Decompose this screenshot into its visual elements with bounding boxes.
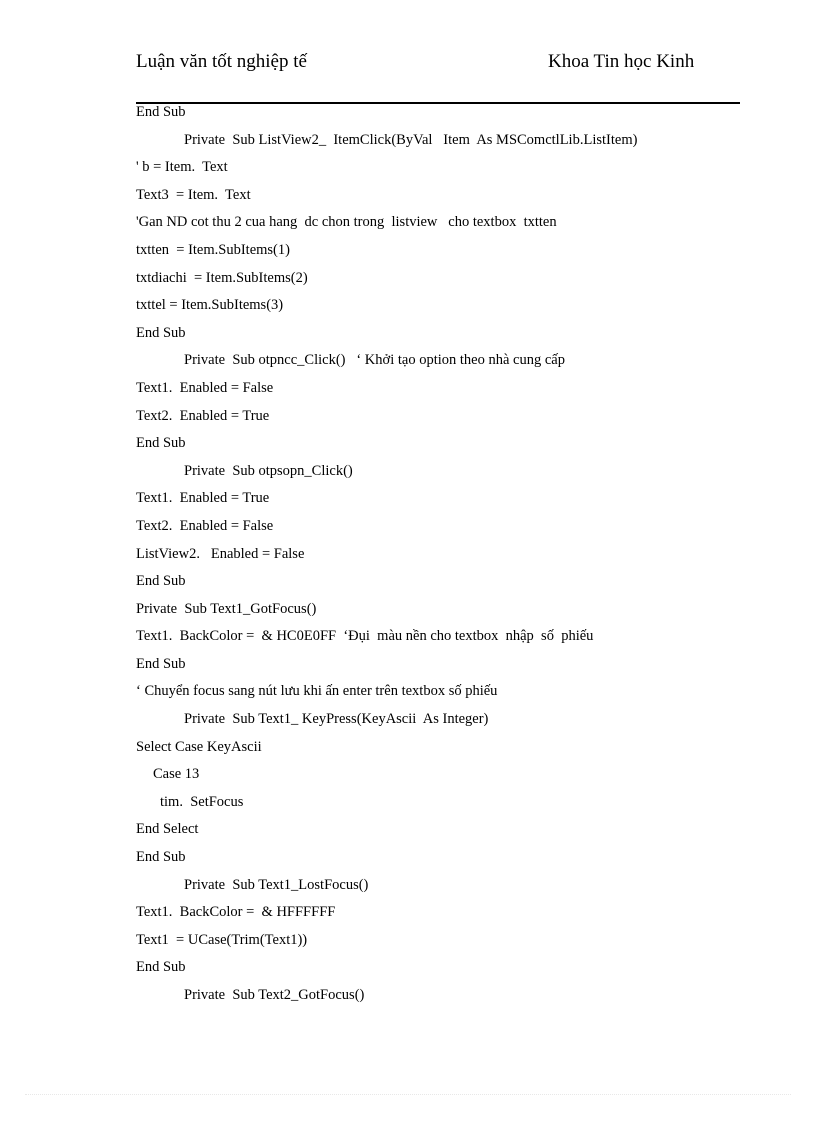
- page-bottom-divider: [25, 1094, 791, 1095]
- code-line: Private Sub otpncc_Click() ‘ Khởi tạo option theo nhà cung cấp: [184, 352, 565, 369]
- code-line: tim. SetFocus: [160, 793, 244, 810]
- code-line: txtdiachi = Item.SubItems(2): [136, 269, 308, 286]
- header-right-title: Khoa Tin học Kinh: [548, 51, 695, 72]
- code-line: ' b = Item. Text: [136, 159, 228, 176]
- code-line: Text1. Enabled = True: [136, 490, 270, 507]
- code-line: Text1 = UCase(Trim(Text1)): [136, 931, 308, 948]
- code-line: Text3 = Item. Text: [136, 186, 251, 203]
- code-line: Select Case KeyAscii: [136, 738, 262, 755]
- code-line: Text1. BackColor = & HFFFFFF: [136, 904, 336, 921]
- code-line: Private Sub Text1_LostFocus(): [184, 876, 369, 893]
- code-line: Text2. Enabled = False: [136, 517, 274, 534]
- code-line: End Sub: [136, 573, 186, 590]
- code-comment-line: 'Gan ND cot thu 2 cua hang dc chon trong listview cho textbox txtten: [136, 214, 557, 231]
- header-left-title: Luận văn tốt nghiệp tế: [136, 51, 307, 72]
- code-line: Text2. Enabled = True: [136, 407, 270, 424]
- code-listing: [136, 101, 736, 1012]
- code-line: End Sub: [136, 324, 186, 341]
- code-line: Case 13: [153, 766, 200, 783]
- page-header: [136, 50, 740, 104]
- code-line: End Sub: [136, 435, 186, 452]
- code-line: ListView2. Enabled = False: [136, 545, 305, 562]
- code-line: Private Sub ListView2_ ItemClick(ByVal Item As MSComctlLib.ListItem): [184, 131, 638, 148]
- code-line: Private Sub Text2_GotFocus(): [184, 987, 365, 1003]
- code-line: End Sub: [136, 655, 186, 672]
- code-line: End Sub: [136, 849, 186, 866]
- code-line: txttel = Item.SubItems(3): [136, 297, 284, 314]
- code-line: End Select: [136, 821, 199, 838]
- code-line: Text1. Enabled = False: [136, 379, 274, 396]
- code-line: Private Sub otpsopn_Click(): [184, 462, 353, 479]
- code-comment-line: ‘ Chuyển focus sang nút lưu khi ấn enter trên textbox số phiếu: [136, 683, 498, 700]
- code-line: Private Sub Text1_GotFocus(): [136, 600, 317, 617]
- code-line: End Sub: [136, 104, 186, 120]
- code-line: Text1. BackColor = & HC0E0FF ‘Đụi màu nền cho textbox nhập số phiếu: [136, 628, 594, 645]
- code-line: Private Sub Text1_ KeyPress(KeyAscii As Integer): [184, 711, 489, 728]
- code-line: txtten = Item.SubItems(1): [136, 241, 290, 258]
- code-line: End Sub: [136, 959, 186, 976]
